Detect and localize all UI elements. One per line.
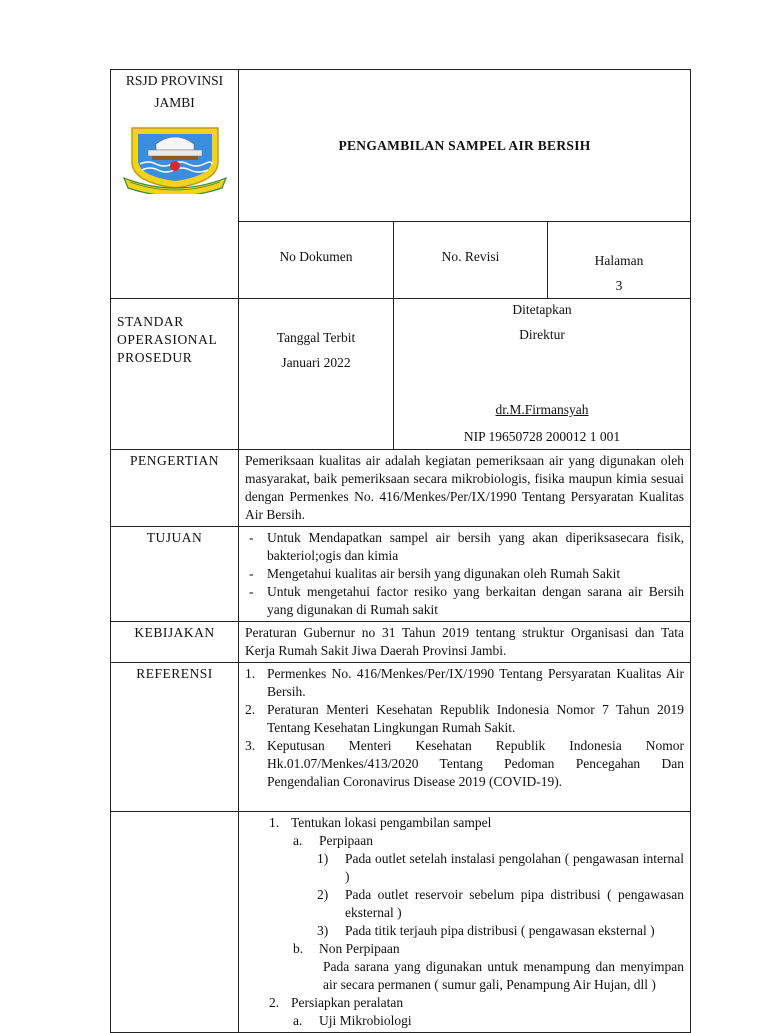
sop-label-line2: OPERASIONAL <box>117 332 218 347</box>
sop-table <box>110 69 691 1033</box>
list-item: a. Perpipaan <box>293 833 373 848</box>
referensi-label: REFERENSI <box>111 663 239 812</box>
direktur-label: Direktur <box>519 327 565 342</box>
list-item: a. Uji Mikrobiologi <box>293 1013 412 1028</box>
halaman-value: 3 <box>615 278 623 293</box>
halaman-label: Halaman <box>594 253 644 268</box>
list-item: 1. Permenkes No. 416/Menkes/Per/IX/1990 Tentang Persyaratan Kualitas Air Bersih. <box>245 666 684 699</box>
pengertian-text: Pemeriksaan kualitas air adalah kegiatan pemeriksaan air yang digunakan oleh masyarakat, baik pemeriksaan secara mikrobiologis, fisika maupun kimia sesuai dengan Permenkes No. 416/Menkes/Per/IX/1990 Tentang Persyaratan Kualitas Air Bersih. <box>239 450 691 527</box>
referensi-list <box>245 665 684 791</box>
tujuan-cell <box>239 527 691 622</box>
tanggal-terbit-value: Januari 2022 <box>281 355 351 370</box>
list-item: 1. Tentukan lokasi pengambilan sampel <box>269 815 492 830</box>
list-item: 2) Pada outlet reservoir sebelum pipa distribusi ( pengawasan eksternal ) <box>317 887 684 920</box>
sop-document <box>110 69 690 1033</box>
document-title: PENGAMBILAN SAMPEL AIR BERSIH <box>239 70 691 222</box>
sop-label-cell <box>111 299 239 450</box>
signer-nip: NIP 19650728 200012 1 001 <box>463 429 621 444</box>
prosedur-cell <box>239 812 691 1033</box>
institution-cell <box>111 70 239 299</box>
list-item: b. Non Perpipaan <box>293 941 400 956</box>
ditetapkan-label: Ditetapkan <box>512 302 572 317</box>
kebijakan-label: KEBIJAKAN <box>111 622 239 663</box>
ditetapkan-cell <box>394 299 691 450</box>
tujuan-list <box>245 529 684 619</box>
tanggal-terbit-label: Tanggal Terbit <box>276 330 356 345</box>
referensi-cell <box>239 663 691 812</box>
list-item: 2. Peraturan Menteri Kesehatan Republik Indonesia Nomor 7 Tahun 2019 Tentang Kesehatan Lingkungan Rumah Sakit. <box>245 702 684 735</box>
list-item: 1) Pada outlet setelah instalasi pengolahan ( pengawasan internal ) <box>317 851 684 884</box>
kebijakan-text: Peraturan Gubernur no 31 Tahun 2019 tentang struktur Organisasi dan Tata Kerja Rumah Sakit Jiwa Daerah Provinsi Jambi. <box>239 622 691 663</box>
list-item: 3. Keputusan Menteri Kesehatan Republik Indonesia Nomor Hk.01.07/Menkes/413/2020 Tentang Pedoman Pencegahan Dan Pengendalian Coronavirus Disease 2019 (COVID-19). <box>245 738 684 789</box>
pengertian-label: PENGERTIAN <box>111 450 239 527</box>
sop-label-line3: PROSEDUR <box>117 350 193 365</box>
prosedur-label-cell <box>111 812 239 1033</box>
list-item: - Untuk mengetahui factor resiko yang berkaitan dengan sarana air Bersih yang digunakan di Rumah sakit <box>245 583 684 619</box>
sop-label-line1: STANDAR <box>117 314 184 329</box>
halaman-cell <box>548 222 691 299</box>
no-dokumen-label: No Dokumen <box>239 222 394 299</box>
list-item: - Mengetahui kualitas air bersih yang digunakan oleh Rumah Sakit <box>245 565 684 583</box>
institution-name: RSJD PROVINSI <box>125 73 224 88</box>
list-item-text: Pada sarana yang digunakan untuk menampung dan menyimpan air secara permanen ( sumur gali, Penampung Air Hujan, dll ) <box>323 959 684 992</box>
signer-name: dr.M.Firmansyah <box>495 402 589 417</box>
list-item: 3) Pada titik terjauh pipa distribusi ( pengawasan eksternal ) <box>317 923 655 938</box>
institution-city: JAMBI <box>154 95 195 110</box>
list-item: - Untuk Mendapatkan sampel air bersih yang akan diperiksasecara fisik, bakteriol;ogis dan kimia <box>245 529 684 565</box>
tanggal-terbit-cell <box>239 299 394 450</box>
no-revisi-label: No. Revisi <box>394 222 548 299</box>
list-item: 2. Persiapkan peralatan <box>269 995 404 1010</box>
tujuan-label: TUJUAN <box>111 527 239 622</box>
jambi-province-logo <box>122 122 228 194</box>
